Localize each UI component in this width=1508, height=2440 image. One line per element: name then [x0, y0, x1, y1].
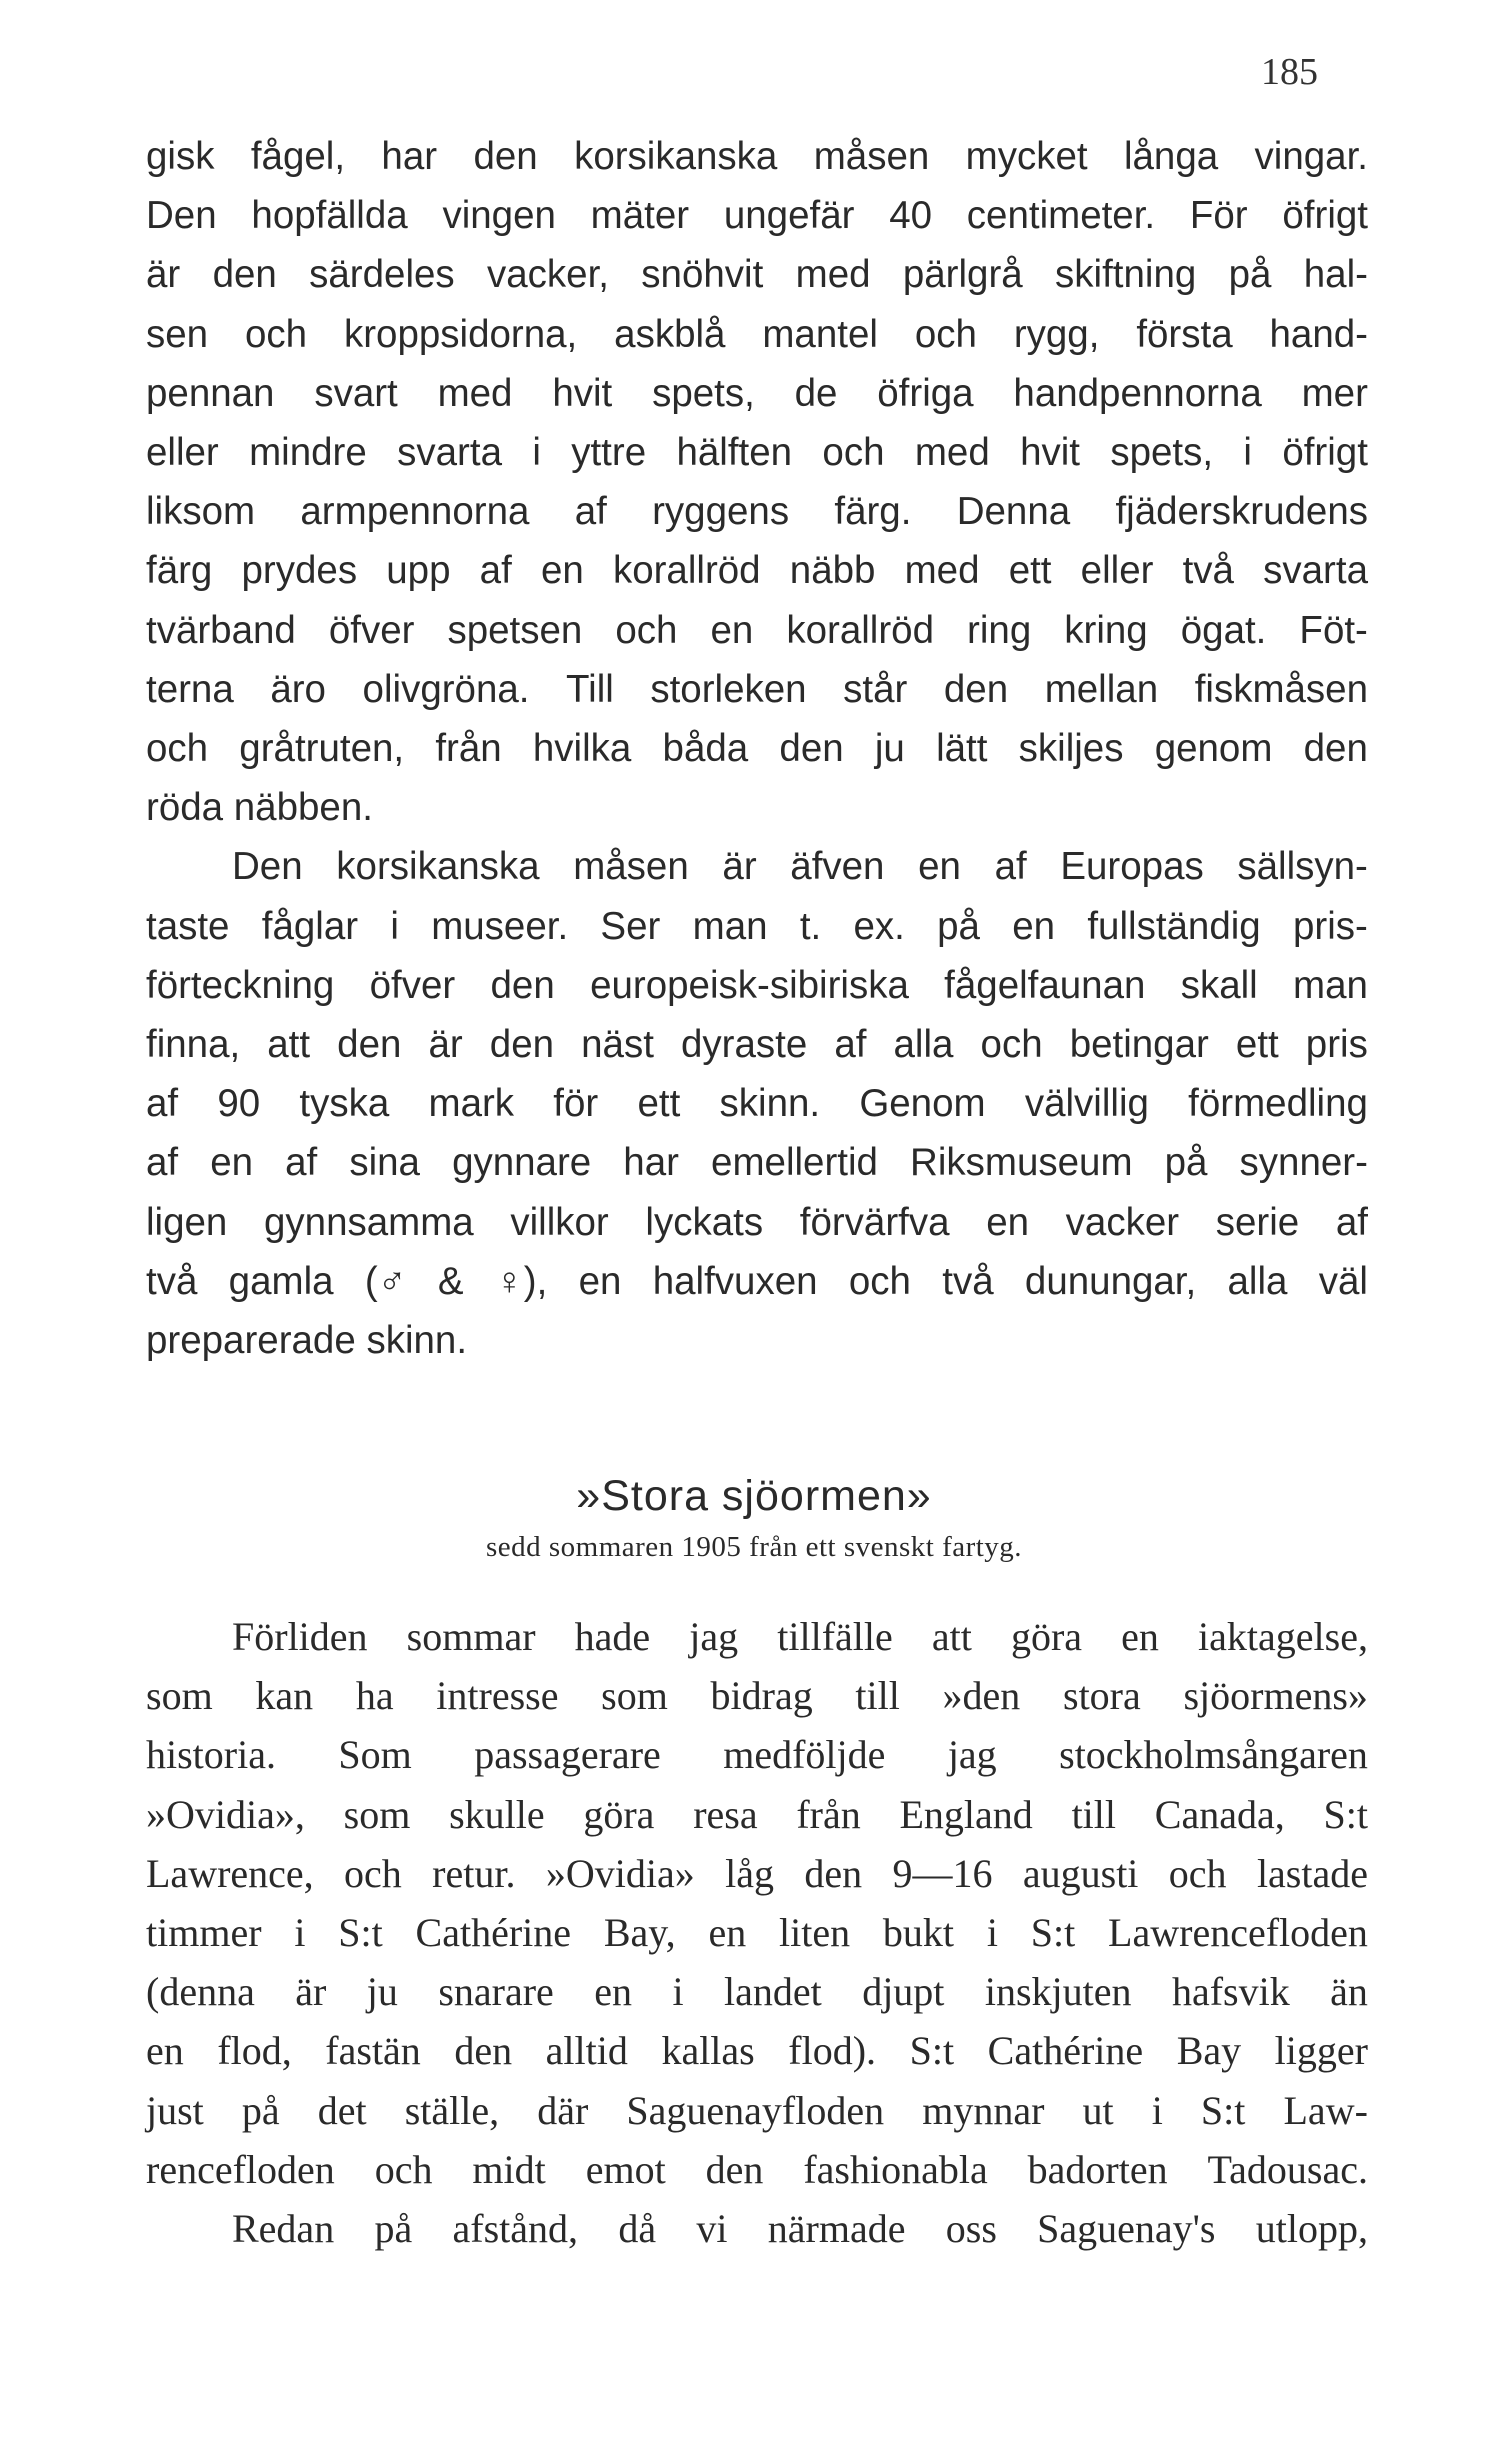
text-line: »Ovidia», som skulle göra resa från England till Canada, S:t [146, 1791, 1368, 1837]
text-line: liksom armpennorna af ryggens färg. Denna fjäderskrudens [146, 490, 1368, 534]
text-line: Förliden sommar hade jag tillfälle att göra en iaktagelse, [232, 1614, 1368, 1659]
text-line: taste fåglar i museer. Ser man t. ex. på en fullständig pris- [146, 904, 1368, 948]
text-line: sen och kroppsidorna, askblå mantel och rygg, första hand- [146, 312, 1368, 356]
text-line: just på det ställe, där Saguenayfloden mynnar ut i S:t Law- [146, 2087, 1368, 2133]
article-heading: »Stora sjöormen» [576, 1472, 932, 1520]
text-line: Redan på afstånd, då vi närmade oss Saguenay's utlopp, [232, 2206, 1368, 2251]
text-line: preparerade skinn. [146, 1319, 468, 1362]
text-line: två gamla (♂ & ♀), en halfvuxen och två dunungar, alla väl [146, 1259, 1368, 1303]
text-line: af 90 tyska mark för ett skinn. Genom välvillig förmedling [146, 1082, 1368, 1126]
text-line: ligen gynnsamma villkor lyckats förvärfva en vacker serie af [146, 1200, 1368, 1244]
text-line: terna äro olivgröna. Till storleken står den mellan fiskmåsen [146, 667, 1368, 711]
text-line: förteckning öfver den europeisk-sibiriska fågelfaunan skall man [146, 963, 1368, 1007]
text-line: Den hopfällda vingen mäter ungefär 40 centimeter. För öfrigt [146, 194, 1368, 238]
text-line: färg prydes upp af en korallröd näbb med ett eller två svarta [146, 549, 1368, 593]
text-line: af en af sina gynnare har emellertid Riksmuseum på synner- [146, 1141, 1368, 1185]
text-line: röda näbben. [146, 786, 373, 830]
text-line: som kan ha intresse som bidrag till »den stora sjöormens» [146, 1673, 1368, 1719]
text-line: en flod, fastän den alltid kallas flod). S:t Cathérine Bay ligger [146, 2028, 1368, 2074]
text-line: gisk fågel, har den korsikanska måsen mycket långa vingar. [146, 135, 1368, 178]
text-line: (denna är ju snarare en i landet djupt inskjuten hafsvik än [146, 1969, 1368, 2015]
text-line: pennan svart med hvit spets, de öfriga handpennorna mer [146, 371, 1368, 415]
text-line: eller mindre svarta i yttre hälften och med hvit spets, i öfrigt [146, 431, 1368, 474]
text-line: finna, att den är den näst dyraste af alla och betingar ett pris [146, 1023, 1368, 1066]
text-line: är den särdeles vacker, snöhvit med pärlgrå skiftning på hal- [146, 253, 1368, 297]
article-subheading: sedd sommaren 1905 från ett svenskt fartyg. [485, 1531, 1023, 1563]
text-line: Den korsikanska måsen är äfven en af Europas sällsyn- [232, 845, 1368, 889]
text-line: Lawrence, och retur. »Ovidia» låg den 9—16 augusti och lastade [146, 1850, 1368, 1896]
text-line: rencefloden och midt emot den fashionabla badorten Tadousac. [146, 2146, 1368, 2192]
text-line: och gråtruten, från hvilka båda den ju lätt skiljes genom den [146, 727, 1368, 770]
text-line: tvärband öfver spetsen och en korallröd ring kring ögat. Föt- [146, 608, 1368, 652]
text-line: timmer i S:t Cathérine Bay, en liten bukt i S:t Lawrencefloden [146, 1910, 1368, 1955]
text-line: historia. Som passagerare medföljde jag stockholmsångaren [146, 1732, 1368, 1778]
page-number: 185 [1261, 51, 1318, 93]
